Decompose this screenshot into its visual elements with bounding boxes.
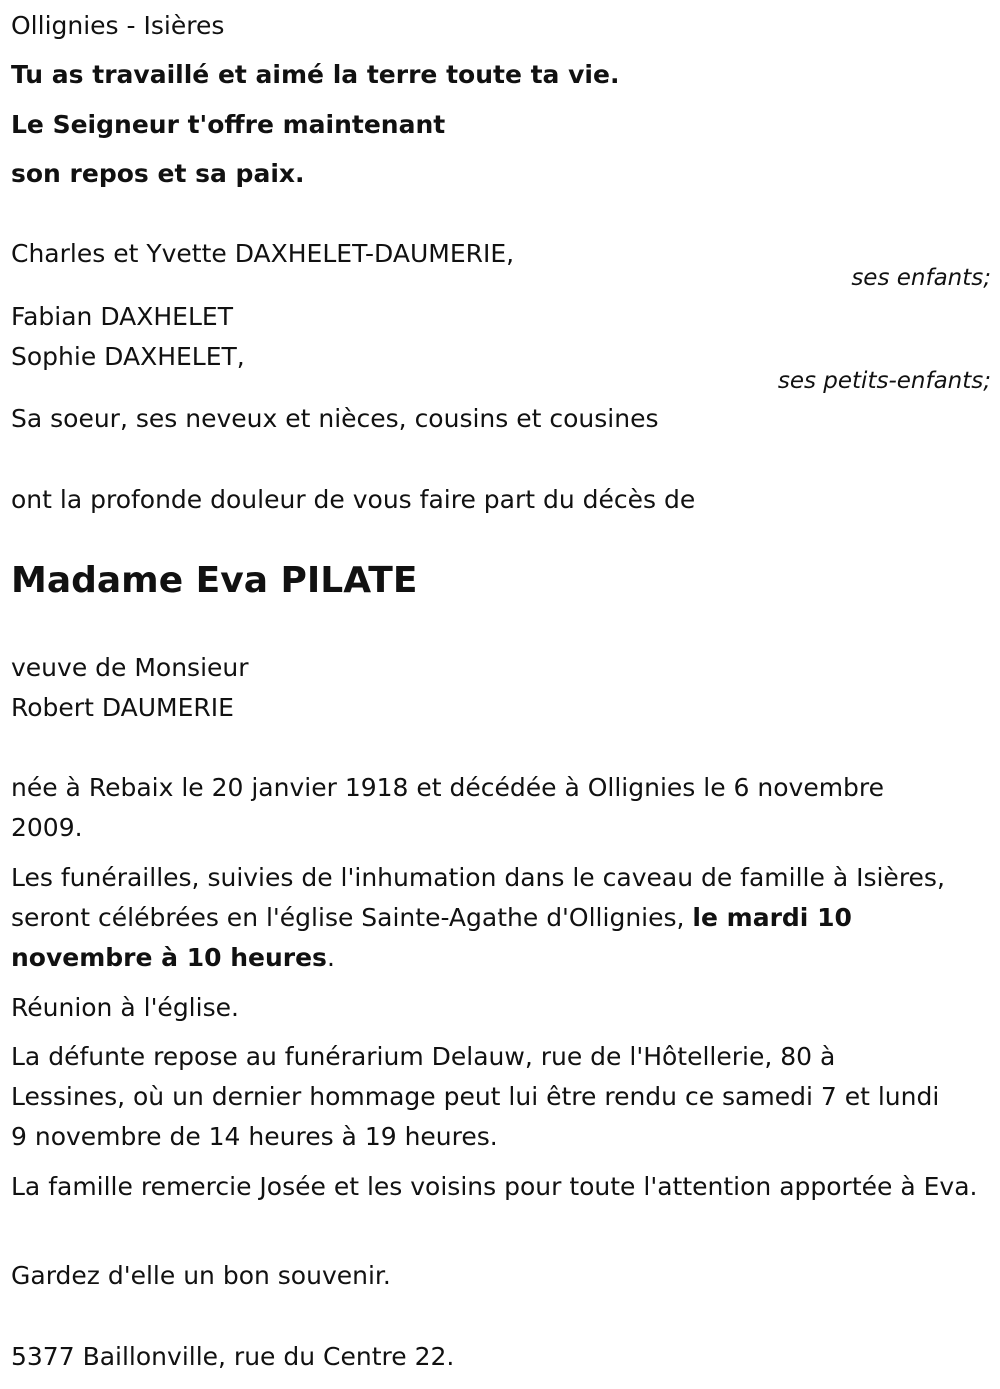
funeral-period: . <box>326 943 335 972</box>
verse-line-1: Tu as travaillé et aimé la terre toute ta vie. <box>11 60 620 89</box>
funeral-date-time: le mardi 10 novembre à 10 heures <box>11 903 852 972</box>
widow-line-2: Robert DAUMERIE <box>11 693 234 722</box>
thanks-message: La famille remercie Josée et les voisins pour toute l'attention apportée à Eva. <box>11 1172 978 1201</box>
funeral-text: Les funérailles, suivies de l'inhumation dans le caveau de famille à Isières, seront célébrées en l'église Sainte-Agathe d'Ollignies, <box>11 863 945 932</box>
announcement: ont la profonde douleur de vous faire part du décès de <box>11 485 696 514</box>
family-address: 5377 Baillonville, rue du Centre 22. <box>11 1342 455 1371</box>
verse-line-2: Le Seigneur t'offre maintenant <box>11 110 446 139</box>
verse-line-3: son repos et sa paix. <box>11 159 305 188</box>
funeral-details <box>11 858 996 978</box>
birth-death-details: née à Rebaix le 20 janvier 1918 et décédée à Ollignies le 6 novembre 2009. <box>11 773 885 842</box>
closing-message: Gardez d'elle un bon souvenir. <box>11 1261 391 1290</box>
widow-line-1: veuve de Monsieur <box>11 653 249 682</box>
deceased-name: Madame Eva PILATE <box>11 560 418 601</box>
grandchildren-role: ses petits-enfants; <box>777 368 991 394</box>
grandchild-2: Sophie DAXHELET, <box>11 342 245 371</box>
children-names: Charles et Yvette DAXHELET-DAUMERIE, <box>11 239 515 268</box>
visitation-details: La défunte repose au funérarium Delauw, rue de l'Hôtellerie, 80 à Lessines, où un dernier hommage peut lui être rendu ce samedi 7 et lundi 9 novembre de 14 heures à 19 heures. <box>11 1042 940 1151</box>
location: Ollignies - Isières <box>11 11 225 40</box>
grandchild-1: Fabian DAXHELET <box>11 302 233 331</box>
children-role: ses enfants; <box>851 265 991 291</box>
other-relatives: Sa soeur, ses neveux et nièces, cousins et cousines <box>11 404 659 433</box>
meeting-info: Réunion à l'église. <box>11 993 239 1022</box>
